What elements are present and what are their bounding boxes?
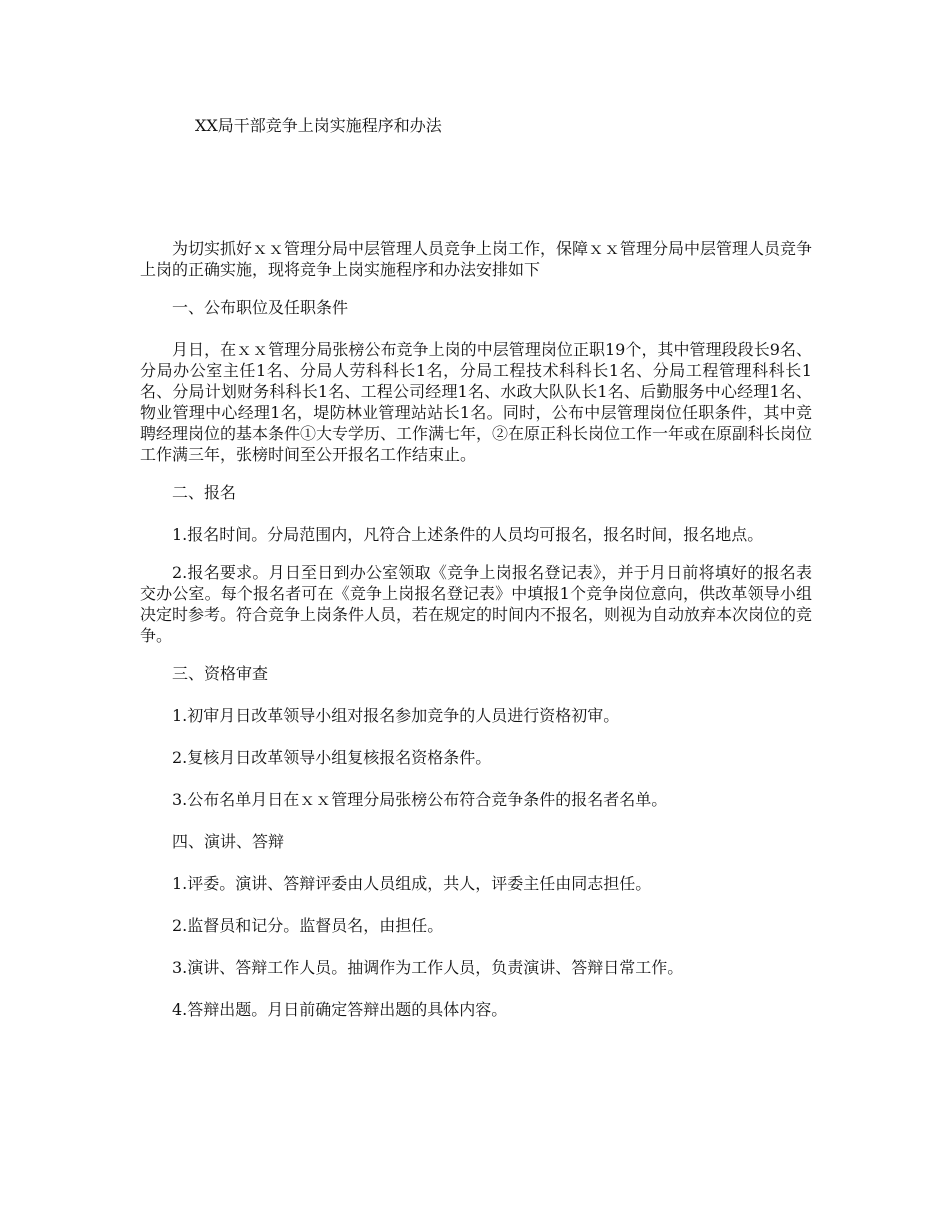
intro-paragraph: 为切实抓好ｘｘ管理分局中层管理人员竞争上岗工作，保障ｘｘ管理分局中层管理人员竞争上岗的正确实施，现将竞争上岗实施程序和办法安排如下 xyxy=(140,239,813,279)
section-2-item-1: 1.报名时间。分局范围内，凡符合上述条件的人员均可报名，报名时间，报名地点。 xyxy=(172,525,764,544)
section-1-paragraph: 月日，在ｘｘ管理分局张榜公布竞争上岗的中层管理岗位正职19个，其中管理段段长9名、分局办公室主任1名、分局人劳科科长1名，分局工程技术科科长1名、分局工程管理科科长1名、分局计划财务科科长1名、工程公司经理1名、水政大队队长1名、后勤服务中心经理1名、物业管理中心经理1名，堤防林业管理站站长1名。同时，公布中层管理岗位任职条件，其中竞聘经理岗位的基本条件①大专学历、工作满七年，②在原正科长岗位工作一年或在原副科长岗位工作满三年，张榜时间至公开报名工作结束止。 xyxy=(140,340,813,464)
section-heading-3: 三、资格审查 xyxy=(172,664,269,683)
section-heading-1: 一、公布职位及任职条件 xyxy=(172,298,349,317)
section-3-item-3: 3.公布名单月日在ｘｘ管理分局张榜公布符合竞争条件的报名者名单。 xyxy=(172,790,668,809)
section-4-item-4: 4.答辩出题。月日前确定答辩出题的具体内容。 xyxy=(172,1000,508,1019)
document-body xyxy=(140,238,812,1041)
document-title: XX局干部竞争上岗实施程序和办法 xyxy=(195,116,442,135)
section-heading-2: 二、报名 xyxy=(172,483,237,502)
section-3-item-1: 1.初审月日改革领导小组对报名参加竞争的人员进行资格初审。 xyxy=(172,706,620,725)
section-2-item-2: 2.报名要求。月日至日到办公室领取《竞争上岗报名登记表》，并于月日前将填好的报名表交办公室。每个报名者可在《竞争上岗报名登记表》中填报1个竞争岗位意向，供改革领导小组决定时参考。符合竞争上岗条件人员，若在规定的时间内不报名，则视为自动放弃本次岗位的竞争。 xyxy=(140,563,813,645)
section-heading-4: 四、演讲、答辩 xyxy=(172,832,285,851)
section-4-item-1: 1.评委。演讲、答辩评委由人员组成，共人，评委主任由同志担任。 xyxy=(172,874,652,893)
section-3-item-2: 2.复核月日改革领导小组复核报名资格条件。 xyxy=(172,748,492,767)
section-4-item-3: 3.演讲、答辩工作人员。抽调作为工作人员，负责演讲、答辩日常工作。 xyxy=(172,958,684,977)
section-4-item-2: 2.监督员和记分。监督员名，由担任。 xyxy=(172,916,444,935)
